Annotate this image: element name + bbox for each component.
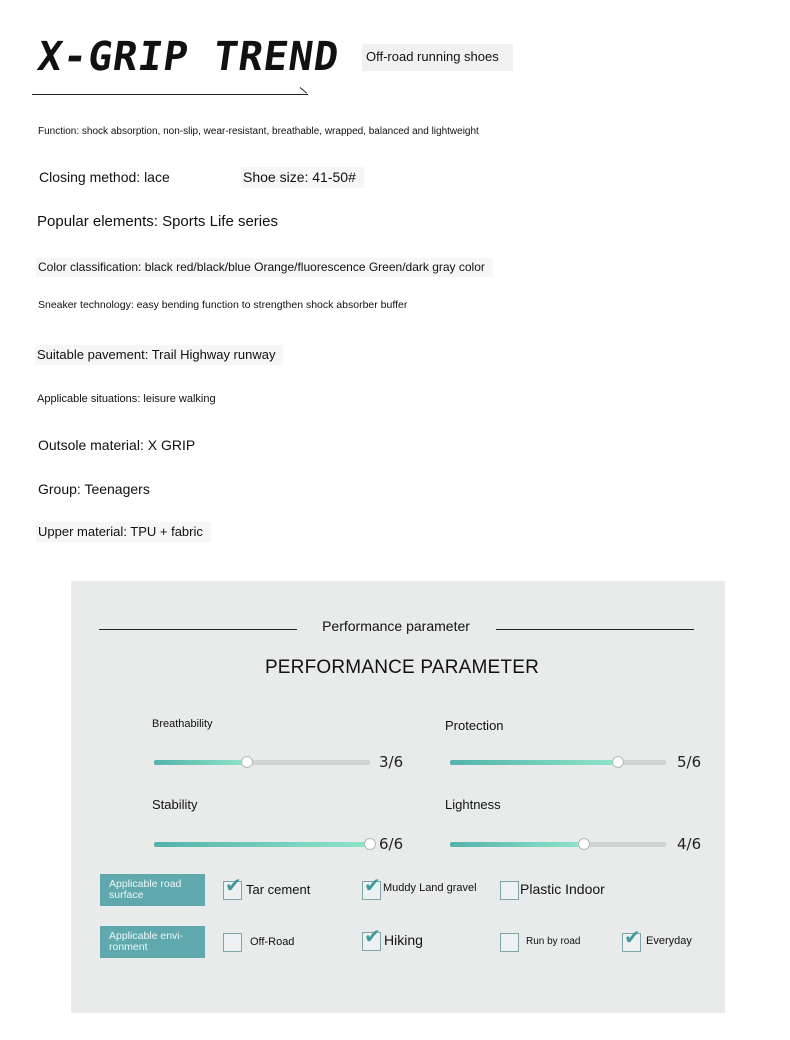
spec-applicable-situations: Applicable situations : leisure walking <box>37 393 216 405</box>
option-label: Plastic Indoor <box>520 881 605 897</box>
checkmark-icon: ✔ <box>624 925 641 949</box>
slider-knob <box>241 756 253 768</box>
slider-knob <box>612 756 624 768</box>
score-protection: 5/6 <box>677 753 702 771</box>
spec-shoe-size: Shoe size : 41-50# <box>241 167 364 188</box>
metric-label-lightness: Lightness <box>445 797 501 812</box>
performance-heading: Performance parameter <box>322 618 470 634</box>
performance-panel <box>71 581 725 1013</box>
checkmark-icon: ✔ <box>364 924 381 948</box>
road-surface-label: Applicable road surface <box>100 874 205 906</box>
option-label: Hiking <box>384 932 423 948</box>
spec-function: Function : shock absorption, non-slip, wear-resistant, breathable, wrapped, balanced and lightweight <box>38 126 479 137</box>
spec-upper-material: Upper material : TPU + fabric <box>36 522 211 542</box>
option-label: Muddy Land gravel <box>383 882 477 894</box>
option-label: Off-Road <box>250 936 295 948</box>
option-label: Run by road <box>526 936 581 947</box>
slider-stability <box>154 842 370 847</box>
checkbox[interactable] <box>500 881 519 900</box>
slider-fill <box>450 842 584 847</box>
slider-knob <box>364 838 376 850</box>
option-label: Everyday <box>646 935 692 947</box>
option-label: Tar cement <box>246 882 311 897</box>
metric-label-stability: Stability <box>152 797 198 812</box>
slider-fill <box>154 842 370 847</box>
score-breathability: 3/6 <box>379 753 404 771</box>
checkbox[interactable] <box>500 933 519 952</box>
metric-label-protection: Protection <box>445 718 504 733</box>
metric-label-breathability: Breathability <box>152 718 213 730</box>
spec-outsole-material: Outsole material : X GRIP <box>38 437 195 453</box>
brand-underline-tip <box>300 87 308 94</box>
spec-sneaker-technology: Sneaker technology : easy bending function to strengthen shock absorber buffer <box>38 300 410 311</box>
slider-breathability <box>154 760 370 765</box>
slider-protection <box>450 760 666 765</box>
spec-suitable-pavement: Suitable pavement : Trail Highway runway <box>35 345 283 365</box>
slider-fill <box>450 760 618 765</box>
checkbox[interactable] <box>223 933 242 952</box>
slider-lightness <box>450 842 666 847</box>
brand-logo: X-GRIP TREND <box>34 34 343 80</box>
slider-fill <box>154 760 247 765</box>
score-stability: 6/6 <box>379 835 404 853</box>
score-lightness: 4/6 <box>677 835 702 853</box>
performance-title: PERFORMANCE PARAMETER <box>264 657 540 678</box>
checkmark-icon: ✔ <box>364 873 381 897</box>
spec-group: Group : Teenagers <box>38 481 150 497</box>
slider-knob <box>578 838 590 850</box>
spec-color-classification: Color classification : black red/black/blue Orange/fluorescence Green/dark gray color <box>36 258 493 277</box>
brand-underline <box>32 94 308 95</box>
brand-subtitle: Off-road running shoes <box>362 44 513 71</box>
spec-popular-elements: Popular elements : Sports Life series <box>37 213 278 230</box>
spec-closing-method: Closing method : lace <box>39 169 170 185</box>
checkmark-icon: ✔ <box>225 873 242 897</box>
environment-label: Applicable envi-ronment <box>100 926 205 958</box>
